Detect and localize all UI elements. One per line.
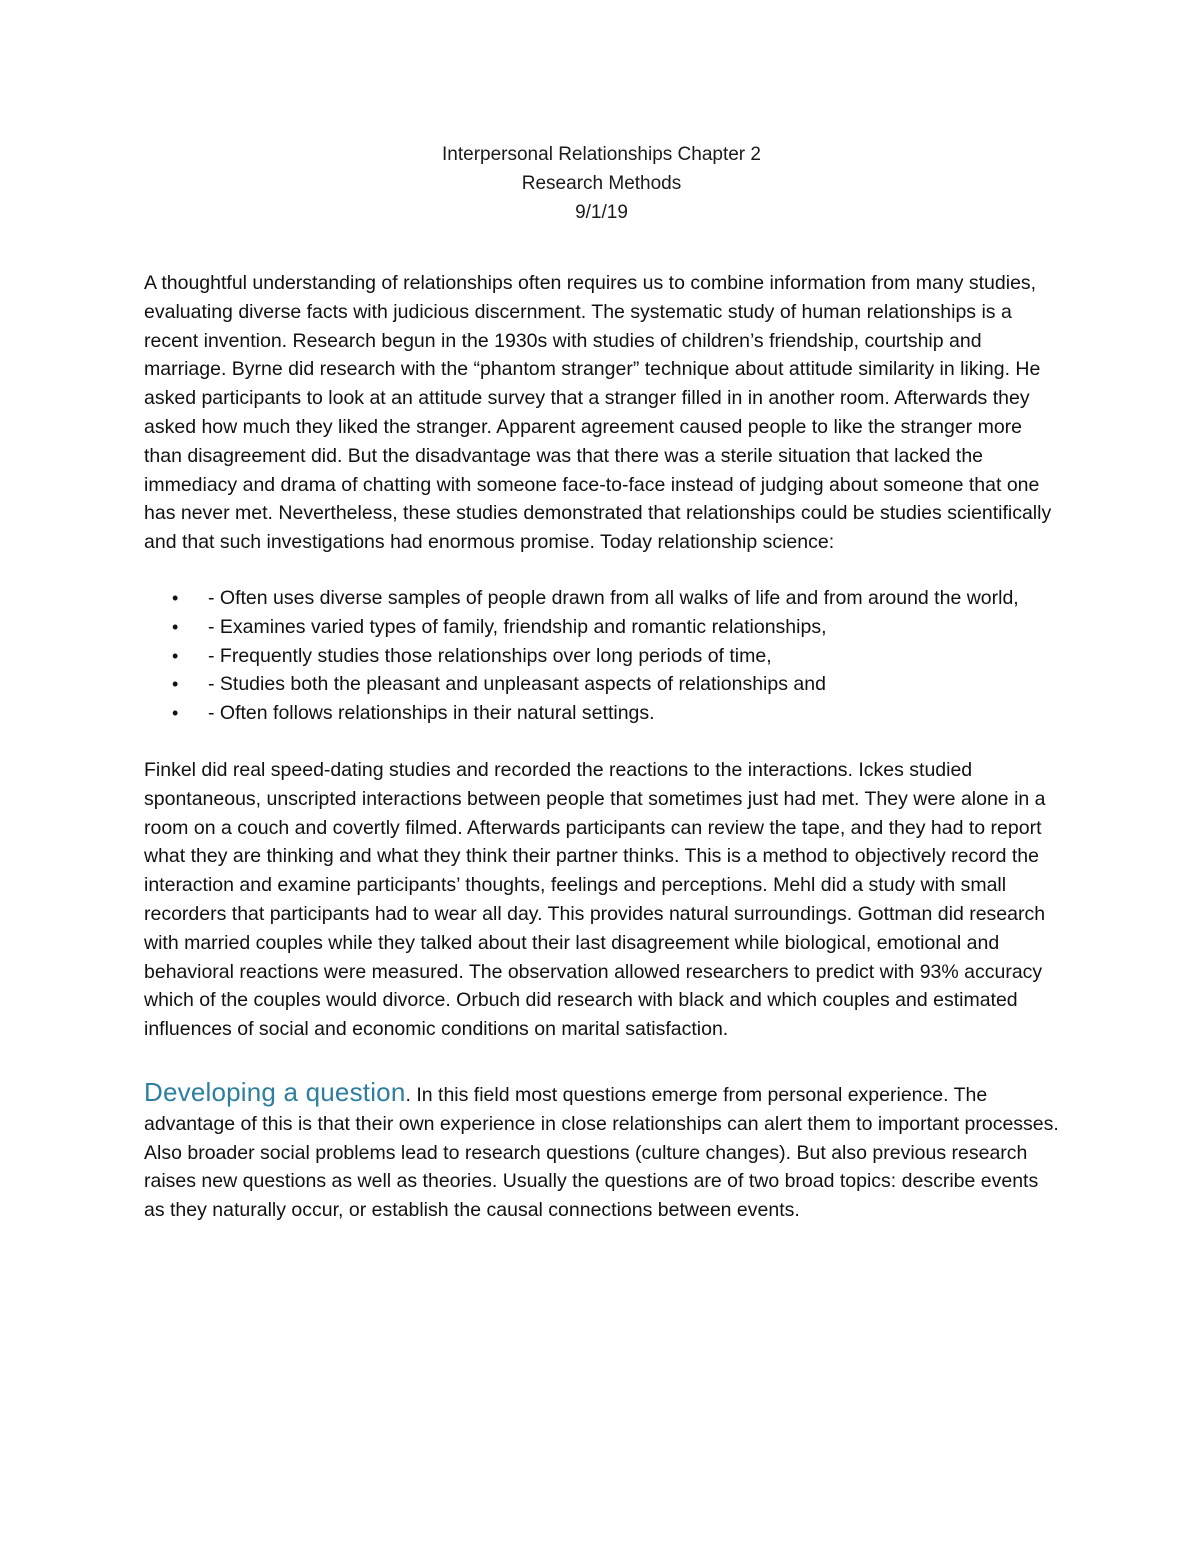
list-item-text: - Often follows relationships in their natural settings.	[208, 702, 655, 725]
list-item-text: - Studies both the pleasant and unpleasant aspects of relationships and	[208, 673, 826, 696]
list-item	[172, 584, 1059, 613]
document-subtitle: Research Methods	[521, 173, 682, 194]
list-item	[172, 699, 1059, 728]
section-heading-punct: .	[405, 1083, 411, 1106]
list-item	[172, 613, 1059, 642]
document-page	[144, 140, 1059, 1244]
bullet-icon: •	[172, 645, 179, 666]
list-item	[172, 670, 1059, 699]
document-date: 9/1/19	[575, 202, 628, 223]
list-item-text: - Examines varied types of family, friendship and romantic relationships,	[208, 615, 827, 638]
bullet-icon: •	[172, 587, 179, 608]
section-paragraph	[144, 1078, 1059, 1225]
bullet-icon: •	[172, 616, 179, 637]
section-heading: Developing a question	[144, 1076, 406, 1107]
document-title: Interpersonal Relationships Chapter 2	[442, 144, 761, 165]
list-item	[172, 642, 1059, 671]
document-title-block	[144, 140, 1059, 227]
list-item-text: - Often uses diverse samples of people drawn from all walks of life and from around the world,	[208, 586, 1019, 609]
bullet-icon: •	[172, 703, 179, 724]
intro-paragraph: A thoughtful understanding of relationships often requires us to combine information from many studies, evaluating diverse facts with judicious discernment. The systematic study of human relationships is a recent invention. Research begun in the 1930s with studies of children’s friendship, courtship and marriage. Byrne did research with the “phantom stranger” technique about attitude similarity in liking. He asked participants to look at an attitude survey that a stranger filled in in another room. Afterwards they asked how much they liked the stranger. Apparent agreement caused people to like the stranger more than disagreement did. But the disadvantage was that there was a sterile situation that lacked the immediacy and drama of chatting with someone face-to-face instead of judging about someone that one has never met. Nevertheless, these studies demonstrated that relationships could be studies scientifically and that such investigations had enormous promise. Today relationship science:	[144, 272, 1052, 554]
bullet-list	[144, 584, 1059, 728]
list-item-text: - Frequently studies those relationships over long periods of time,	[208, 644, 772, 667]
studies-paragraph: Finkel did real speed-dating studies and recorded the reactions to the interactions. Ickes studied spontaneous, unscripted interactions between people that sometimes just had met. They were alone in a room on a couch and covertly filmed. Afterwards participants can review the tape, and they had to report what they are thinking and what they think their partner thinks. This is a method to objectively record the interaction and examine participants’ thoughts, feelings and perceptions. Mehl did a study with small recorders that participants had to wear all day. This provides natural surroundings. Gottman did research with married couples while they talked about their last disagreement while biological, emotional and behavioral reactions were measured. The observation allowed researchers to predict with 93% accuracy which of the couples would divorce. Orbuch did research with black and which couples and estimated influences of social and economic conditions on marital satisfaction.	[144, 758, 1046, 1041]
section-body: In this field most questions emerge from personal experience. The advantage of this is that their own experience in close relationships can alert them to important processes. Also broader social problems lead to research questions (culture changes). But also previous research raises new questions as well as theories. Usually the questions are of two broad topics: describe events as they naturally occur, or establish the causal connections between events.	[144, 1083, 1059, 1222]
bullet-icon: •	[172, 674, 179, 695]
